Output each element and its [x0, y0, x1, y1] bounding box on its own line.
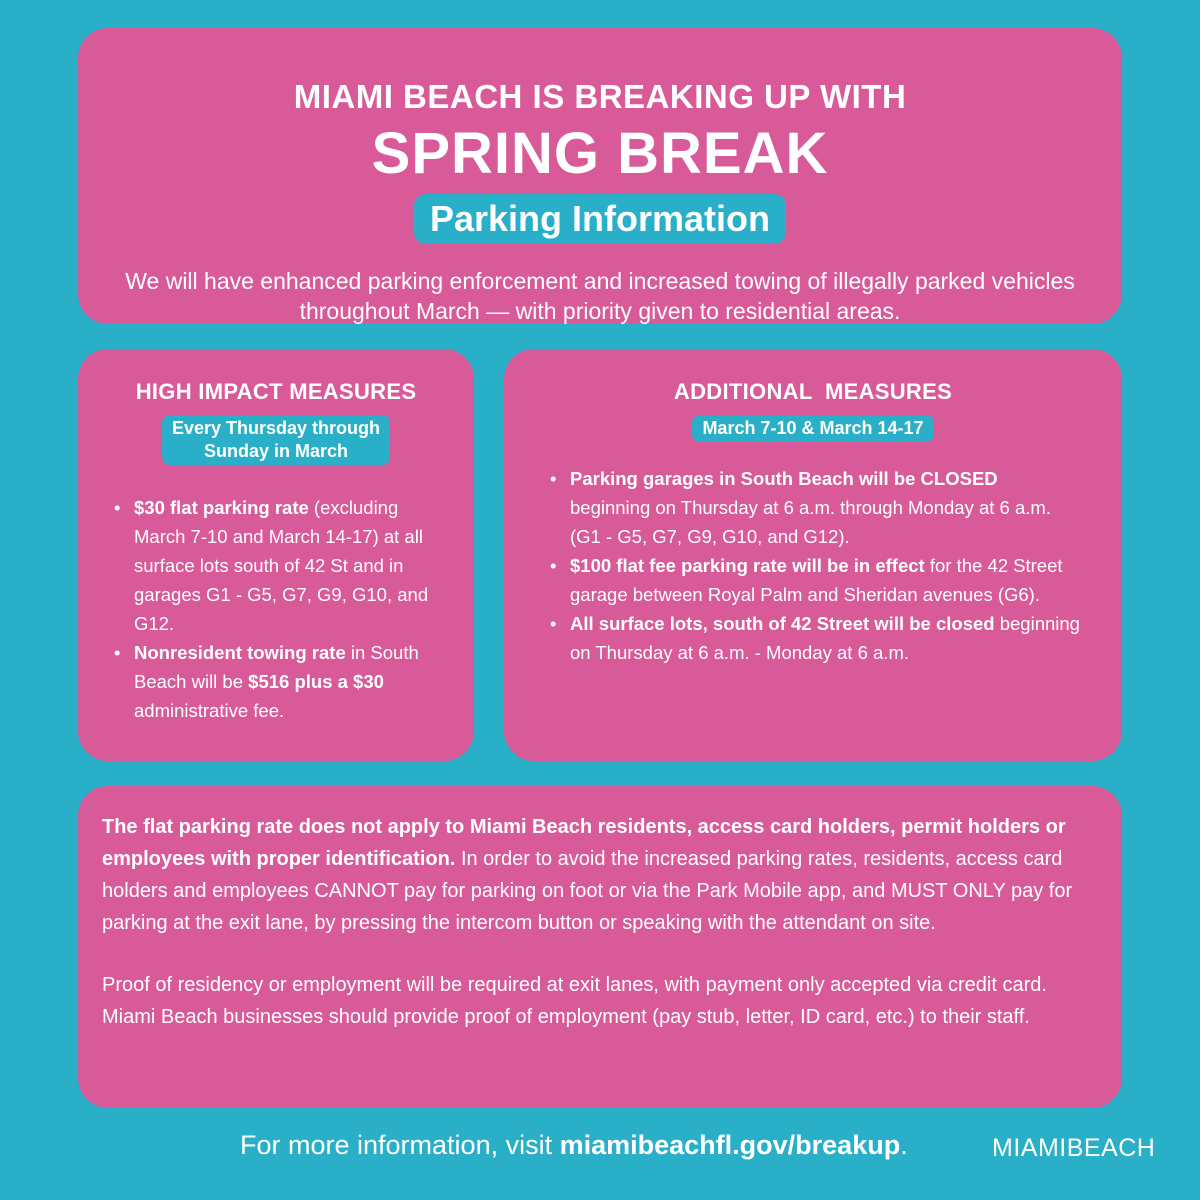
logo-part-2: BEACH: [1066, 1134, 1156, 1162]
additional-measures-card: [504, 349, 1122, 761]
item-text: administrative fee.: [134, 700, 285, 721]
item-text: for the 42 Street garage between Royal Palm and Sheridan avenues (G6).: [570, 555, 1063, 605]
item-text: beginning on Thursday at 6 a.m. through Monday at 6 a.m. (G1 - G5, G7, G9, G10, and G12).: [570, 497, 1051, 547]
item-bold: Parking garages in South Beach will be CLOSED: [570, 468, 998, 489]
list-item: [570, 609, 1082, 667]
list-item: [570, 464, 1082, 551]
additional-list: [570, 464, 1082, 667]
high-impact-list: [134, 493, 444, 725]
item-bold: All surface lots, south of 42 Street will be closed: [570, 613, 995, 634]
item-text: (excluding March 7-10 and March 14-17) at all surface lots south of 42 St and in garages G1 - G5, G7, G9, G10, and G12.: [134, 497, 429, 634]
parking-info-pill: Parking Information: [414, 194, 786, 244]
notice-paragraph-2: Proof of residency or employment will be required at exit lanes, with payment only accepted via credit card. Miami Beach businesses should provide proof of employment (pay stub, letter, ID card, etc.) to their staff.: [102, 974, 1047, 1028]
notice-text: In order to avoid the increased parking rates, residents, access card holders and employees CANNOT pay for parking on foot or via the Park Mobile app, and MUST ONLY pay for parking at the exit lane, by pressing the intercom button or speaking with the attendant on site.: [102, 848, 1073, 934]
notice-card: [78, 786, 1122, 1108]
notice-paragraph-1: [102, 811, 1098, 939]
additional-subheading: March 7-10 & March 14-17: [692, 415, 933, 442]
list-item: [134, 638, 444, 725]
header-title: SPRING BREAK: [371, 121, 829, 186]
miami-beach-logo: [992, 1134, 1155, 1163]
item-bold: Nonresident towing rate: [134, 642, 346, 663]
high-impact-heading: HIGH IMPACT MEASURES: [135, 379, 417, 404]
subheading-line-2: Sunday in March: [203, 441, 348, 461]
item-bold: $516 plus a $30: [248, 671, 384, 692]
item-text: in South Beach will be: [134, 642, 419, 692]
high-impact-subheading: [162, 415, 390, 465]
item-bold: $100 flat fee parking rate will be in effect: [570, 555, 925, 576]
list-item: [134, 493, 444, 638]
footer-suffix: .: [900, 1130, 908, 1160]
high-impact-card: [78, 349, 474, 761]
item-bold: $30 flat parking rate: [134, 497, 309, 518]
footer-text: [240, 1130, 908, 1161]
list-item: [570, 551, 1082, 609]
header-kicker: MIAMI BEACH IS BREAKING UP WITH: [293, 78, 907, 115]
footer-prefix: For more information, visit: [240, 1130, 560, 1160]
item-text: beginning on Thursday at 6 a.m. - Monday at 6 a.m.: [570, 613, 1080, 663]
notice-bold: The flat parking rate does not apply to Miami Beach residents, access card holders, permit holders or employees with proper identification.: [102, 816, 1066, 870]
header-intro: We will have enhanced parking enforcement and increased towing of illegally parked vehicles throughout March — with priority given to residential areas.: [125, 268, 1075, 324]
additional-heading: ADDITIONAL MEASURES: [673, 379, 953, 404]
subheading-line-1: Every Thursday through: [171, 418, 381, 438]
logo-part-1: MIAMI: [992, 1134, 1067, 1162]
footer-link[interactable]: miamibeachfl.gov/breakup: [559, 1130, 901, 1160]
header-card: [78, 28, 1122, 324]
